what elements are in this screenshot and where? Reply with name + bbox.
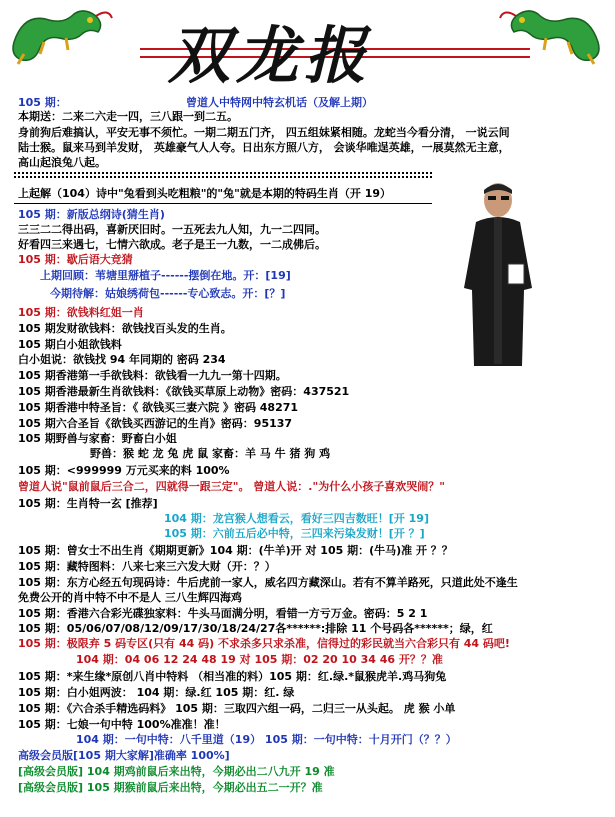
- text-line: 高山起浪兔八起。: [18, 156, 106, 169]
- text-line: 105 期香港中特圣旨：《 欲钱买三妻六院 》密码 48271: [18, 401, 299, 414]
- text-line: 105 期：东方心经五句现码诗：牛后虎前一家人，威名四方藏深山。若有不算羊路死，只道此处不逢生: [18, 576, 518, 589]
- text-line: 104 期：04 06 12 24 48 19 对 105 期：02 20 10 34 46 开？？准: [76, 653, 443, 666]
- text-line: 105 期：05/06/07/08/12/09/17/30/18/24/27各******:排除 11 个号码各******；绿，红: [18, 622, 493, 635]
- text-line: 105 期：《六合杀手精选码料》 105 期：三取四六组一码，二归三一从头起。 虎 猴 小单: [18, 702, 456, 715]
- text-line: 104 期：龙宫猴人想看云，看好三四吉数旺！[开 19]: [164, 512, 429, 525]
- text-line: 105 期香港最新生肖欲钱料：《欲钱买草原上动物》密码：437521: [18, 385, 350, 398]
- text-line: [高级会员版] 105 期猴前鼠后来出特，今期必出五二一开？准: [18, 781, 323, 794]
- text-line: 本期送：二来二六走一四，三八跟一到二五。: [18, 110, 238, 123]
- text-line: 野兽：猴 蛇 龙 兔 虎 鼠 家畜：羊 马 牛 猪 狗 鸡: [90, 447, 331, 460]
- text-line: 上起解（104）诗中"兔看到头吃粗粮"的"兔"就是本期的特码生肖（开 19）: [18, 187, 392, 200]
- section-divider: [14, 172, 432, 174]
- text-line: 白小姐说：欲钱找 94 年同期的 密码 234: [18, 353, 226, 366]
- text-line: 免费公开的肖中特不中不是人 三八生辉四海鸡: [18, 591, 242, 604]
- page-title: 双龙报: [168, 19, 373, 92]
- section-divider: [14, 176, 432, 178]
- text-line: 105 期六合圣旨《欲钱买西游记的生肖》密码：95137: [18, 417, 293, 430]
- text-line: 曾道人说"鼠前鼠后三合二，四就得一跟三定"。 曾道人说：."为什么小孩子喜欢哭闹？": [18, 480, 445, 493]
- text-line: 105 期：<999999 万元买来的料 100%: [18, 464, 230, 477]
- text-line: 105 期：七娘一句中特 100%准准！准！: [18, 718, 226, 731]
- text-line: 上期回顾：苇塘里掰植子------摆倒在地。开：[19]: [40, 269, 291, 282]
- text-line: 105 期：*来生缘*原创八肖中特料 （相当准的料）105 期：红.绿.*鼠猴虎羊.鸡马狗兔: [18, 670, 447, 683]
- text-line: 三三二二得出码，喜新厌旧时。一五死去九人知，九一二四同。: [18, 223, 326, 236]
- text-line: 105 期：香港六合彩光碟独家料：牛头马面满分明，看错一方亏万金。密码：5 2 1: [18, 607, 428, 620]
- dragon-right-icon: [498, 2, 608, 72]
- text-line: 105 期白小姐欲钱料: [18, 338, 122, 351]
- text-line: 105 期：: [18, 96, 67, 109]
- section-divider: [14, 203, 432, 204]
- text-line: 105 期：曾女士不出生肖《期期更新》104 期：(牛羊)开 对 105 期：(牛马)准 开 ？？: [18, 544, 453, 557]
- text-line: 105 期：白小姐两波： 104 期：绿.红 105 期：红. 绿: [18, 686, 295, 699]
- dragon-left-icon: [4, 2, 114, 72]
- person-photo: [446, 178, 550, 368]
- text-line: 104 期：一句中特：八千里道（19） 105 期：一句中特：十月开门（？？）: [76, 733, 457, 746]
- text-line: 105 期：歇后语大竞猜: [18, 253, 133, 266]
- text-line: 105 期：新版总纲诗(猜生肖): [18, 208, 165, 221]
- text-line: 今期待解：姑娘绣荷包------专心致志。开：[？]: [50, 287, 286, 300]
- text-line: 105 期：欲钱料红姐一肖: [18, 306, 144, 319]
- text-line: 105 期：藏特图料：八来七来三六发大财（开：？）: [18, 560, 276, 573]
- text-line: 105 期发财欲钱料：欲钱找百头发的生肖。: [18, 322, 232, 335]
- text-line: 陆士猴。鼠来马到羊发财， 英雄豪气人人夸。日出东方照八方， 会谈华唯逞英雄，一展莫然无主意，: [18, 141, 510, 154]
- text-line: [高级会员版] 104 期鸡前鼠后来出特，今期必出二八九开 19 准: [18, 765, 335, 778]
- text-line: 好看四三来遇七，七情六欲成。老子是王一九数，一二成佛后。: [18, 238, 326, 251]
- text-line: 105 期野兽与家畜：野畜白小姐: [18, 432, 177, 445]
- text-line: 身前狗后难搞认，平安无事不须忙。一期二期五门齐， 四五组妹紧相随。龙蛇当今看分清， 一说云间: [18, 126, 510, 139]
- text-line: 105 期：生肖特一玄 [推荐]: [18, 497, 158, 510]
- text-line: 105 期香港第一手欲钱料：欲钱看一九九一第十四期。: [18, 369, 287, 382]
- text-line: 105 期：极限弃 5 码专区(只有 44 码) 不求杀多只求杀准，信得过的彩民就当六合彩只有 44 码吧!: [18, 637, 510, 650]
- text-line: 105 期：六前五后必中特，三四来污染发财！[开 ？]: [164, 527, 425, 540]
- text-line: 曾道人中特网中特玄机话（及解上期）: [186, 96, 373, 109]
- text-line: 高级会员版[105 期大家解]准确率 100%]: [18, 749, 230, 762]
